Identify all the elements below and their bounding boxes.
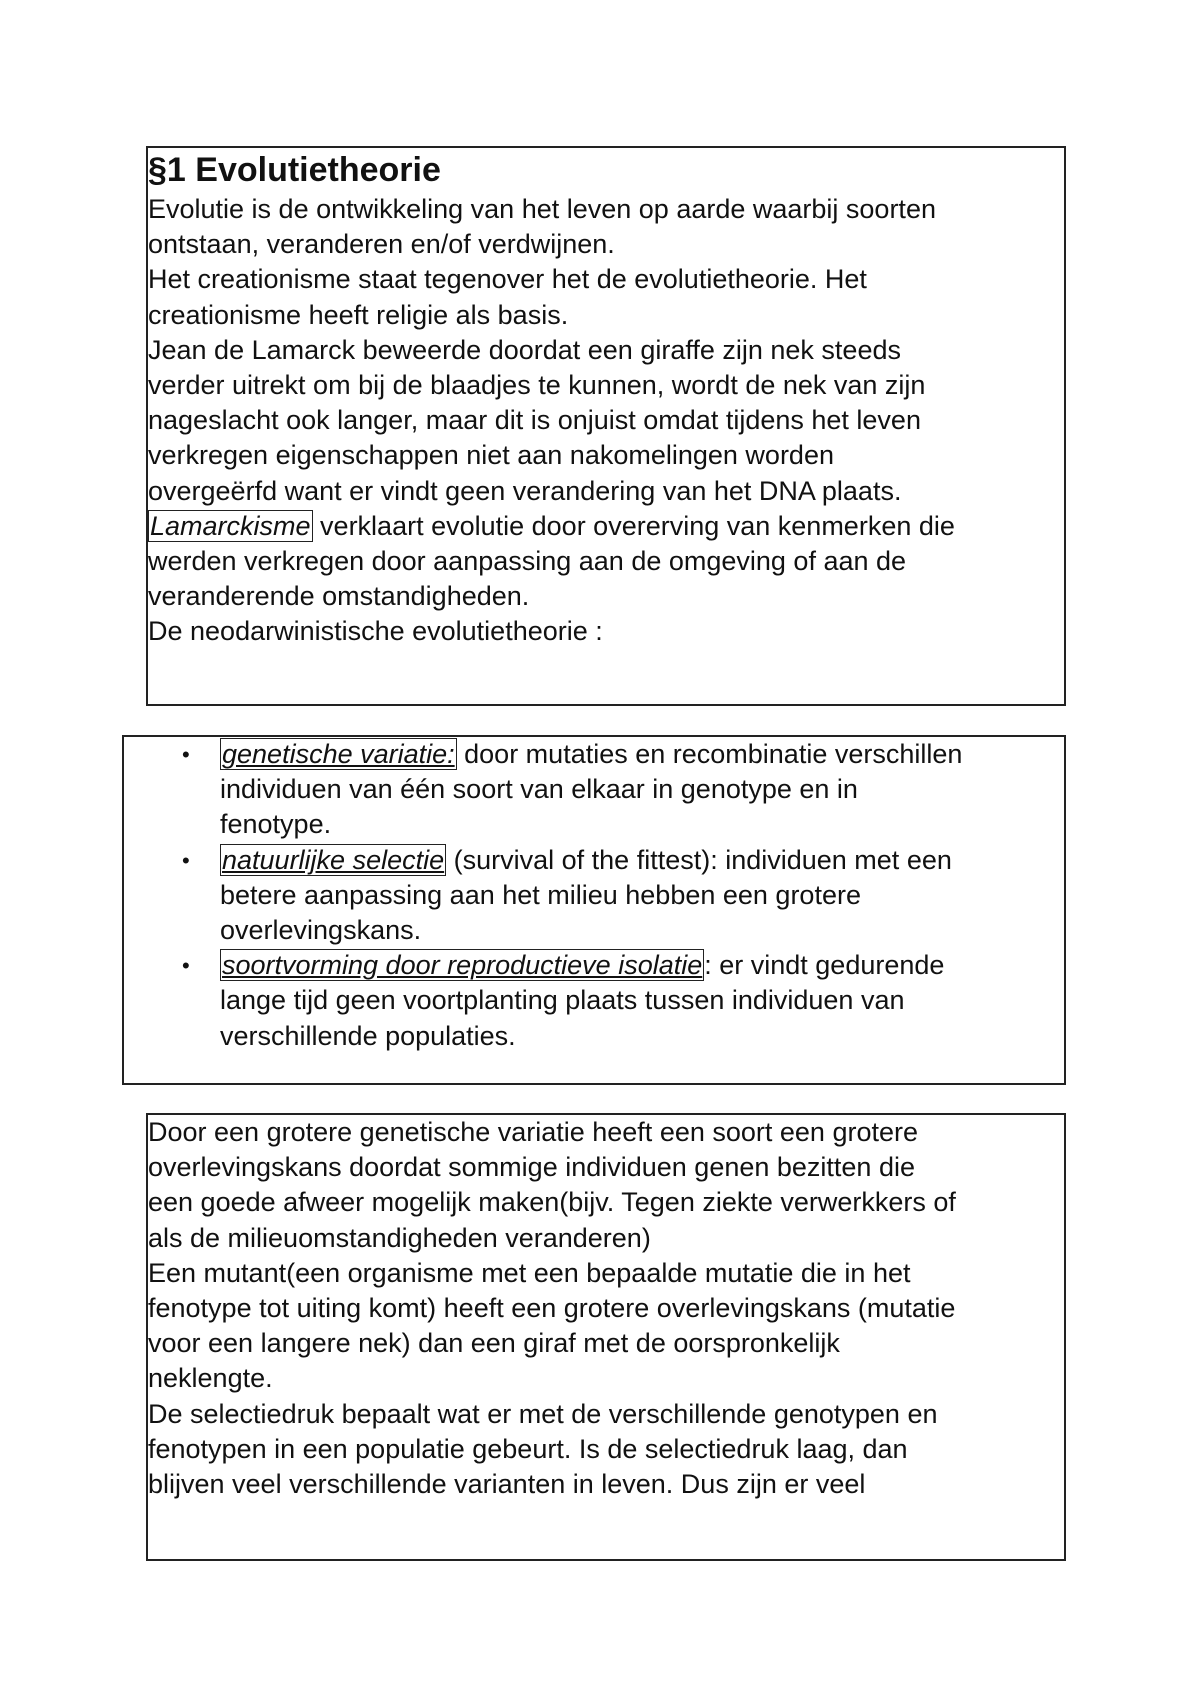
section-title: §1 Evolutietheorie (148, 151, 441, 189)
text-line: nageslacht ook langer, maar dit is onjuist omdat tijdens het leven (148, 405, 921, 436)
text-line: een goede afweer mogelijk maken(bijv. Tegen ziekte verwerkkers of (148, 1187, 956, 1218)
text-line: ontstaan, veranderen en/of verdwijnen. (148, 229, 615, 260)
text-line: overlevingskans doordat sommige individuen genen bezitten die (148, 1152, 915, 1183)
neodarwinism-list (124, 737, 1064, 1054)
text-line: voor een langere nek) dan een giraf met de oorspronkelijk (148, 1328, 840, 1359)
text-line: creationisme heeft religie als basis. (148, 299, 569, 330)
list-item (124, 843, 1064, 949)
bullet-icon: • (182, 742, 190, 767)
text-line: verkregen eigenschappen niet aan nakomelingen worden (148, 440, 834, 471)
text-line: veranderende omstandigheden. (148, 581, 530, 612)
bullet-icon: • (182, 847, 190, 873)
lamarckisme-term: Lamarckisme (150, 510, 311, 541)
term-genetische-variatie: genetische variatie: (222, 739, 455, 769)
text-line: verder uitrekt om bij de blaadjes te kunnen, wordt de nek van zijn (148, 370, 926, 401)
term-natuurlijke-selectie: natuurlijke selectie (222, 844, 445, 875)
text-line: Door een grotere genetische variatie heeft een soort een grotere (148, 1117, 918, 1147)
text-line: werden verkregen door aanpassing aan de omgeving of aan de (148, 546, 907, 577)
lamarckisme-definition: verklaart evolutie door overerving van kenmerken die (312, 510, 955, 541)
item-text: : er vindt gedurende (704, 950, 945, 981)
section-3-box (146, 1113, 1066, 1561)
bullet-icon: • (182, 953, 190, 979)
text-line: Het creationisme staat tegenover het de evolutietheorie. Het (148, 264, 867, 295)
item-text: verschillende populaties. (220, 1020, 516, 1051)
text-line: als de milieuomstandigheden veranderen) (148, 1222, 651, 1253)
text-line: fenotype tot uiting komt) heeft een grotere overlevingskans (mutatie (148, 1293, 956, 1324)
text-line: Een mutant(een organisme met een bepaalde mutatie die in het (148, 1257, 911, 1288)
section-1-box (146, 146, 1066, 706)
lamarckism-line (148, 509, 1064, 544)
item-text: door mutaties en recombinatie verschillen (456, 739, 963, 769)
item-text: betere aanpassing aan het milieu hebben een grotere (220, 879, 861, 910)
text-line: De neodarwinistische evolutietheorie : (148, 616, 603, 647)
text-line: fenotypen in een populatie gebeurt. Is de selectiedruk laag, dan (148, 1433, 908, 1464)
item-text: individuen van één soort van elkaar in genotype en in (220, 774, 858, 805)
term-soortvorming: soortvorming door reproductieve isolatie (222, 950, 703, 981)
list-item (124, 948, 1064, 1054)
text-line: overgeërfd want er vindt geen verandering van het DNA plaats. (148, 475, 902, 506)
item-text: lange tijd geen voortplanting plaats tussen individuen van (220, 985, 905, 1016)
text-line: Jean de Lamarck beweerde doordat een giraffe zijn nek steeds (148, 334, 901, 365)
text-line: De selectiedruk bepaalt wat er met de verschillende genotypen en (148, 1398, 938, 1429)
item-text: overlevingskans. (220, 915, 422, 946)
item-text: fenotype. (220, 809, 332, 840)
section-2-box (122, 735, 1066, 1085)
text-line: Evolutie is de ontwikkeling van het leven op aarde waarbij soorten (148, 194, 936, 224)
text-line: blijven veel verschillende varianten in leven. Dus zijn er veel (148, 1469, 866, 1500)
item-text: (survival of the fittest): individuen met een (446, 844, 952, 875)
list-item (124, 737, 1064, 843)
text-line: neklengte. (148, 1363, 273, 1394)
